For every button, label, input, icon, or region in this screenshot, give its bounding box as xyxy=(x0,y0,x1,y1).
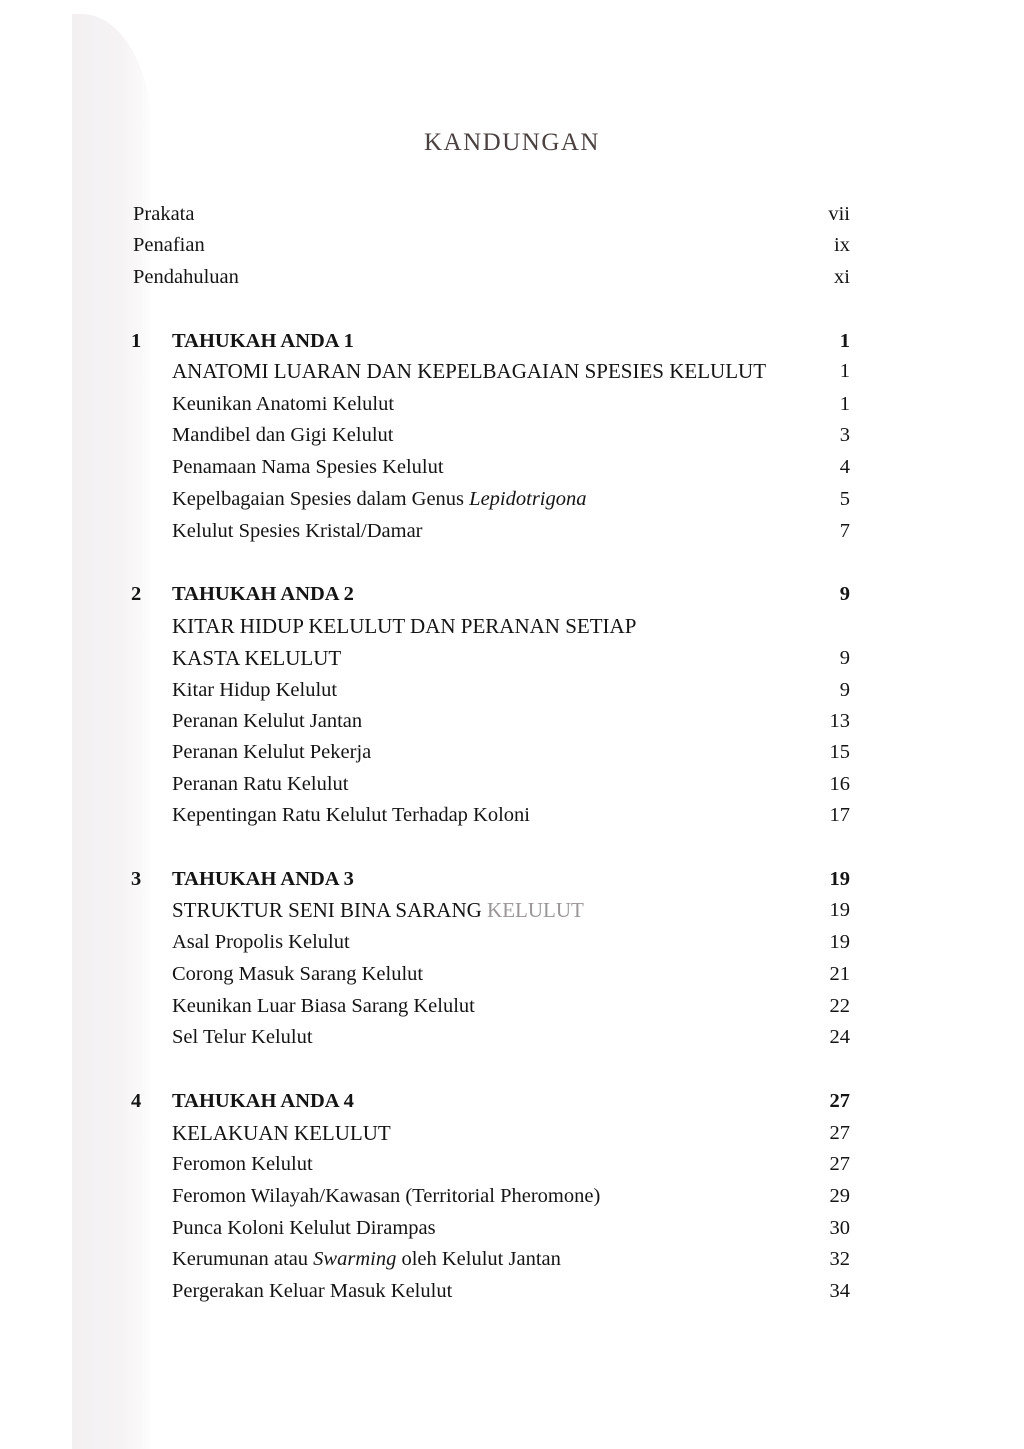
entry-page: 13 xyxy=(829,710,850,732)
entry-page: 1 xyxy=(839,330,850,352)
entry-label: KITAR HIDUP KELULUT DAN PERANAN SETIAP xyxy=(172,614,637,638)
entry-label: Feromon Wilayah/Kawasan (Territorial Pheromone) xyxy=(172,1185,601,1207)
toc-entry[interactable] xyxy=(0,990,1024,1022)
entry-page: 27 xyxy=(829,1122,850,1144)
chapter-heading: TAHUKAH ANDA 2 xyxy=(172,583,354,605)
toc-entry[interactable] xyxy=(0,388,1024,420)
entry-page: 15 xyxy=(829,741,850,763)
chapter-heading: TAHUKAH ANDA 3 xyxy=(172,868,354,890)
entry-label: Kepentingan Ratu Kelulut Terhadap Koloni xyxy=(172,804,530,826)
entry-page: 32 xyxy=(829,1248,850,1270)
entry-page: 22 xyxy=(829,995,850,1017)
entry-page: 7 xyxy=(839,520,850,542)
entry-label: Kelulut Spesies Kristal/Damar xyxy=(172,520,423,542)
entry-label: KELAKUAN KELULUT xyxy=(172,1121,391,1145)
toc-chapter-3[interactable] xyxy=(0,863,1024,895)
entry-page: vii xyxy=(828,203,850,225)
entry-label: Asal Propolis Kelulut xyxy=(172,931,350,953)
toc-entry[interactable] xyxy=(0,799,1024,831)
entry-label: KASTA KELULUT xyxy=(172,646,342,670)
entry-label: Pergerakan Keluar Masuk Kelulut xyxy=(172,1280,453,1302)
entry-label: Mandibel dan Gigi Kelulut xyxy=(172,424,394,446)
entry-label: Feromon Kelulut xyxy=(172,1153,313,1175)
toc-entry[interactable] xyxy=(0,1148,1024,1180)
genus-italic: Lepidotrigona xyxy=(469,488,587,510)
chapter-heading: TAHUKAH ANDA 4 xyxy=(172,1090,354,1112)
entry-page: 21 xyxy=(829,963,850,985)
entry-page: 29 xyxy=(829,1185,850,1207)
toc-entry[interactable] xyxy=(0,1275,1024,1307)
toc-entry[interactable] xyxy=(0,768,1024,800)
toc-entry-prakata[interactable] xyxy=(0,198,1024,230)
toc-chapter-4[interactable] xyxy=(0,1085,1024,1117)
entry-label: Penamaan Nama Spesies Kelulut xyxy=(172,456,444,478)
chapter-number: 1 xyxy=(131,330,142,352)
entry-label: Kerumunan atau Swarming oleh Kelulut Jantan xyxy=(172,1248,561,1270)
entry-label: ANATOMI LUARAN DAN KEPELBAGAIAN SPESIES KELULUT xyxy=(172,359,767,383)
toc-chapter-1[interactable] xyxy=(0,325,1024,357)
toc-entry[interactable] xyxy=(0,483,1024,515)
toc-entry[interactable] xyxy=(0,355,1024,387)
entry-label: Keunikan Luar Biasa Sarang Kelulut xyxy=(172,995,475,1017)
entry-page: 4 xyxy=(839,456,850,478)
toc-entry[interactable] xyxy=(0,1117,1024,1149)
entry-page: 9 xyxy=(839,679,850,701)
chapter-number: 3 xyxy=(131,868,142,890)
toc-entry[interactable] xyxy=(0,1021,1024,1053)
entry-page: 27 xyxy=(829,1090,850,1112)
chapter-number: 4 xyxy=(131,1090,142,1112)
entry-page: 24 xyxy=(829,1026,850,1048)
toc-entry[interactable] xyxy=(0,736,1024,768)
entry-page: 1 xyxy=(839,360,850,382)
entry-page: xi xyxy=(834,266,850,288)
toc-entry-penafian[interactable] xyxy=(0,229,1024,261)
toc-entry[interactable] xyxy=(0,1212,1024,1244)
entry-page: 9 xyxy=(839,647,850,669)
toc-entry-pendahuluan[interactable] xyxy=(0,261,1024,293)
entry-page: 17 xyxy=(829,804,850,826)
toc-entry[interactable] xyxy=(0,610,1024,642)
entry-label: Peranan Kelulut Jantan xyxy=(172,710,363,732)
toc-entry[interactable] xyxy=(0,674,1024,706)
entry-label: Peranan Kelulut Pekerja xyxy=(172,741,372,763)
entry-page: 16 xyxy=(829,773,850,795)
toc-chapter-2[interactable] xyxy=(0,578,1024,610)
chapter-heading: TAHUKAH ANDA 1 xyxy=(172,330,354,352)
entry-page: 30 xyxy=(829,1217,850,1239)
toc-entry[interactable] xyxy=(0,1243,1024,1275)
entry-label: Kepelbagaian Spesies dalam Genus Lepidotrigona xyxy=(172,488,587,510)
entry-page: 9 xyxy=(839,583,850,605)
entry-label: Sel Telur Kelulut xyxy=(172,1026,313,1048)
entry-page: ix xyxy=(834,234,850,256)
entry-page: 27 xyxy=(829,1153,850,1175)
toc-entry[interactable] xyxy=(0,419,1024,451)
entry-label: Keunikan Anatomi Kelulut xyxy=(172,393,395,415)
entry-page: 19 xyxy=(829,931,850,953)
entry-label: Punca Koloni Kelulut Dirampas xyxy=(172,1217,436,1239)
chapter-number: 2 xyxy=(131,583,142,605)
faded-print-text: KELULUT xyxy=(487,898,584,922)
entry-label: Penafian xyxy=(133,234,205,256)
entry-page: 3 xyxy=(839,424,850,446)
toc-entry[interactable] xyxy=(0,958,1024,990)
swarming-italic: Swarming xyxy=(313,1248,397,1270)
entry-label: Peranan Ratu Kelulut xyxy=(172,773,349,795)
entry-label: Pendahuluan xyxy=(133,266,239,288)
toc-entry[interactable] xyxy=(0,705,1024,737)
entry-page: 19 xyxy=(829,868,850,890)
toc-entry[interactable] xyxy=(0,1180,1024,1212)
entry-label: STRUKTUR SENI BINA SARANG KELULUT xyxy=(172,898,584,922)
toc-entry[interactable] xyxy=(0,642,1024,674)
toc-entry[interactable] xyxy=(0,515,1024,547)
entry-label: Corong Masuk Sarang Kelulut xyxy=(172,963,424,985)
entry-label: Prakata xyxy=(133,203,195,225)
toc-title: KANDUNGAN xyxy=(424,129,600,156)
toc-entry[interactable] xyxy=(0,926,1024,958)
entry-page: 34 xyxy=(829,1280,850,1302)
toc-entry[interactable] xyxy=(0,451,1024,483)
entry-page: 5 xyxy=(839,488,850,510)
entry-page: 1 xyxy=(839,393,850,415)
toc-entry[interactable] xyxy=(0,894,1024,926)
entry-label: Kitar Hidup Kelulut xyxy=(172,679,338,701)
entry-page: 19 xyxy=(829,899,850,921)
